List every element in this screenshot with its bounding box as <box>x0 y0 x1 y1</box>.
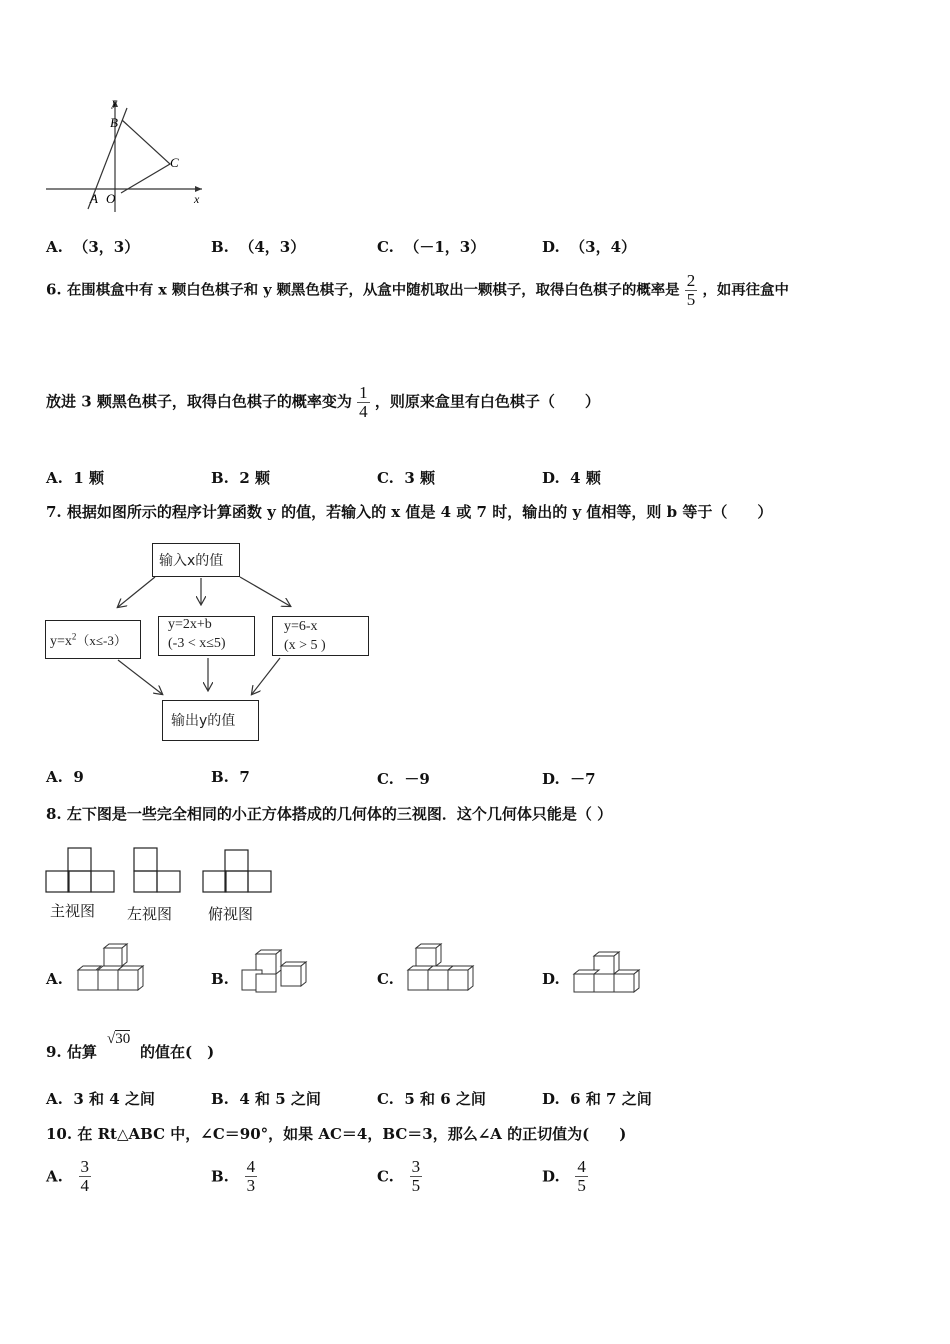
q6-text-part4: ，则原来盒里有白色棋子（ ） <box>374 392 600 411</box>
q8-option-c[interactable]: C. <box>377 970 394 988</box>
q10-number: 10. <box>46 1125 73 1143</box>
q9-text-a: 估算 <box>66 1043 97 1061</box>
q7-number: 7. <box>46 503 62 521</box>
q8-number: 8. <box>46 805 62 823</box>
q5-option-d[interactable]: D. （3，4） <box>542 238 637 256</box>
three-views-drawing <box>40 840 280 900</box>
q6-fraction-1: $\frac{2}{5}$ <box>686 271 696 309</box>
q9-option-d[interactable]: D. 6 和 7 之间 <box>542 1090 652 1108</box>
q7-option-d[interactable]: D. －7 <box>542 770 596 788</box>
q9-stem <box>46 1041 97 1062</box>
q6-text-part3: 放进 3 颗黑色棋子，取得白色棋子的概率变为 <box>46 392 352 411</box>
graph-label-O: O <box>106 191 116 206</box>
top-view-top-square <box>225 850 248 871</box>
q7-option-b[interactable]: B. 7 <box>211 768 250 786</box>
q10-option-b[interactable]: B. $\frac{4}{3}$ <box>211 1157 256 1195</box>
q10-option-b-fraction: $\frac{4}{3}$ <box>246 1157 256 1195</box>
graph-label-A: A <box>90 191 98 206</box>
q6-fraction-2: $\frac{1}{4}$ <box>359 383 368 421</box>
q5-option-b[interactable]: B. （4，3） <box>211 238 306 256</box>
q7-option-a[interactable]: A. 9 <box>46 768 84 786</box>
q9-option-c[interactable]: C. 5 和 6 之间 <box>377 1090 486 1108</box>
flow-input-box: 输入x的值 <box>152 543 240 577</box>
flow-right-box: y=6-x (x > 5 ) <box>272 616 369 656</box>
q6-text-part1: 在围棋盒中有 x 颗白色棋子和 y 颗黑色棋子，从盒中随机取出一颗棋子，取得白色棋子的概率是 <box>66 281 680 299</box>
view-label-left: 左视图 <box>127 905 173 923</box>
q5-option-a[interactable]: A. （3，3） <box>46 238 140 256</box>
q5-option-c[interactable]: C. （－1，3） <box>377 238 486 256</box>
q9-option-b[interactable]: B. 4 和 5 之间 <box>211 1090 321 1108</box>
q8-option-b-cubes <box>238 944 318 996</box>
q8-text: 左下图是一些完全相同的小正方体搭成的几何体的三视图．这个几何体只能是（ ） <box>66 805 613 823</box>
q10-option-a-fraction: $\frac{3}{4}$ <box>80 1157 90 1195</box>
q10-text: 在 Rt△ABC 中，∠C＝90°，如果 AC＝4，BC＝3，那么∠A 的正切值为( ) <box>77 1125 627 1143</box>
q10-option-c[interactable]: C. $\frac{3}{5}$ <box>377 1157 421 1195</box>
q9-number: 9. <box>46 1043 62 1061</box>
q9-stem-tail: 的值在( ) <box>140 1043 215 1061</box>
view-label-top: 俯视图 <box>208 905 254 923</box>
q8-option-c-cubes <box>404 942 484 994</box>
q8-option-b[interactable]: B. <box>211 970 229 988</box>
q6-text-part2: ，如再往盒中 <box>702 281 789 299</box>
q6-option-b[interactable]: B. 2 颗 <box>211 469 271 487</box>
q10-option-d[interactable]: D. $\frac{4}{5}$ <box>542 1157 586 1195</box>
q10-stem <box>46 1123 626 1144</box>
q8-stem <box>46 803 612 824</box>
q6-option-a[interactable]: A. 1 颗 <box>46 469 104 487</box>
left-view-top-square <box>134 848 157 871</box>
graph-label-x: x <box>194 192 200 206</box>
graph-label-B: B <box>110 115 118 130</box>
q7-option-c[interactable]: C. －9 <box>377 770 430 788</box>
q8-option-d[interactable]: D. <box>542 970 560 988</box>
q6-number: 6. <box>46 280 62 299</box>
q7-text: 根据如图所示的程序计算函数 y 的值，若输入的 x 值是 4 或 7 时，输出的 y 值相等，则 b 等于（ ） <box>66 503 773 521</box>
flow-middle-box: y=2x+b (-3 < x≤5) <box>158 616 255 656</box>
q9-option-a[interactable]: A. 3 和 4 之间 <box>46 1090 155 1108</box>
q10-option-c-fraction: $\frac{3}{5}$ <box>411 1157 421 1195</box>
view-label-front: 主视图 <box>50 902 96 920</box>
graph-label-C: C <box>170 155 179 170</box>
graph-label-y: y <box>112 95 118 109</box>
flow-output-box: 输出y的值 <box>162 700 259 741</box>
q9-sqrt-expression: √30 <box>107 1031 131 1047</box>
q10-option-d-fraction: $\frac{4}{5}$ <box>577 1157 586 1195</box>
front-view-top-square <box>68 848 91 871</box>
q6-option-d[interactable]: D. 4 颗 <box>542 469 601 487</box>
q6-option-c[interactable]: C. 3 颗 <box>377 469 436 487</box>
q8-option-d-cubes <box>570 944 650 996</box>
q10-option-a[interactable]: A. $\frac{3}{4}$ <box>46 1157 90 1195</box>
flow-left-box: $y=x^2(x\le-3)$ <box>45 620 141 659</box>
q8-option-a[interactable]: A. <box>46 970 63 988</box>
q8-option-a-cubes <box>74 942 154 994</box>
